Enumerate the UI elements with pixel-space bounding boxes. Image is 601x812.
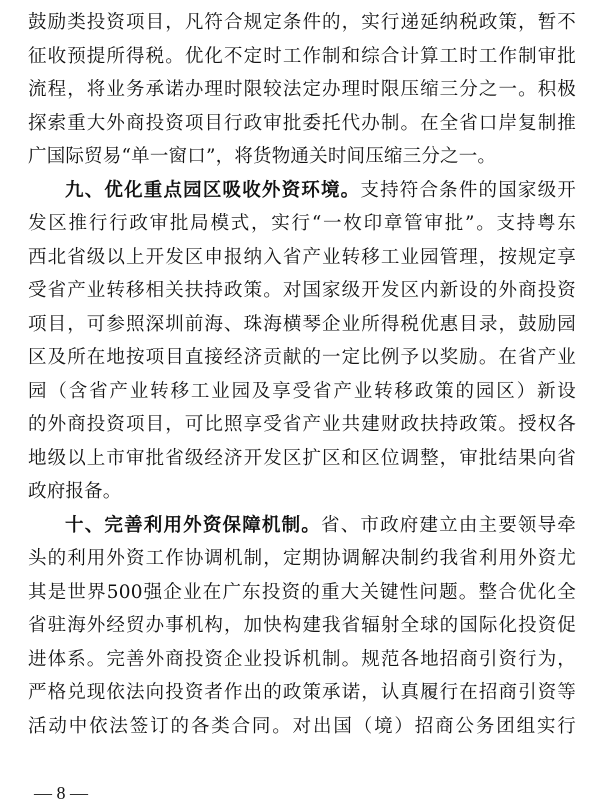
text-line: 鼓励类投资项目，凡符合规定条件的，实行递延纳税政策，暂不 xyxy=(28,12,576,33)
text-line: 探索重大外商投资项目行政审批委托代办制。在全省口岸复制推 xyxy=(28,112,576,134)
text-line: 政府报备。 xyxy=(28,481,122,502)
text-line: 地级以上市审批省级经济开发区扩区和区位调整，审批结果向省 xyxy=(28,447,576,469)
text-line: 发区推行行政审批局模式，实行“一枚印章管审批”。支持粤东 xyxy=(28,213,576,234)
paragraph-section-10 xyxy=(28,509,576,744)
text-line: 广国际贸易“单一窗口”，将货物通关时间压缩三分之一。 xyxy=(28,146,497,167)
text-line: 的外商投资项目，可比照享受省产业共建财政扶持政策。授权各 xyxy=(28,414,576,435)
text-line: 征收预提所得税。优化不定时工作制和综合计算工时工作制审批 xyxy=(28,45,576,67)
document-body xyxy=(28,0,576,743)
text-line: 西北省级以上开发区申报纳入省产业转移工业园管理，按规定享 xyxy=(28,246,576,268)
text-run: 省、市政府建立由主要领导牵 xyxy=(321,514,576,536)
section-heading: 十、完善利用外资保障机制。 xyxy=(65,514,321,536)
paragraph-section-9 xyxy=(28,174,576,509)
text-line: 进体系。完善外商投资企业投诉机制。规范各地招商引资行为， xyxy=(28,648,576,670)
text-line: 严格兑现依法向投资者作出的政策承诺，认真履行在招商引资等 xyxy=(28,682,576,703)
text-line: 区及所在地按项目直接经济贡献的一定比例予以奖励。在省产业 xyxy=(28,347,576,368)
paragraph-continued xyxy=(28,6,576,174)
text-line: 园（含省产业转移工业园及享受省产业转移政策的园区）新设 xyxy=(28,380,576,402)
text-line: 省驻海外经贸办事机构，加快构建我省辐射全球的国际化投资促 xyxy=(28,615,576,636)
text-line: 活动中依法签订的各类合同。对出国（境）招商公务团组实行 xyxy=(28,715,576,737)
text-line: 流程，将业务承诺办理时限较法定办理时限压缩三分之一。积极 xyxy=(28,79,576,100)
page-number: — 8 — xyxy=(34,783,88,803)
text-line: 受省产业转移相关扶持政策。对国家级开发区内新设的外商投资 xyxy=(28,280,576,301)
text-line: 其是世界500强企业在广东投资的重大关键性问题。整合优化全 xyxy=(28,581,576,603)
text-line: 项目，可参照深圳前海、珠海横琴企业所得税优惠目录，鼓励园 xyxy=(28,313,576,335)
text-line xyxy=(28,174,576,208)
section-heading: 九、优化重点园区吸收外资环境。 xyxy=(65,179,361,201)
text-line: 头的利用外资工作协调机制，定期协调解决制约我省利用外资尤 xyxy=(28,548,576,569)
text-line xyxy=(28,509,576,543)
text-run: 支持符合条件的国家级开 xyxy=(360,179,576,201)
